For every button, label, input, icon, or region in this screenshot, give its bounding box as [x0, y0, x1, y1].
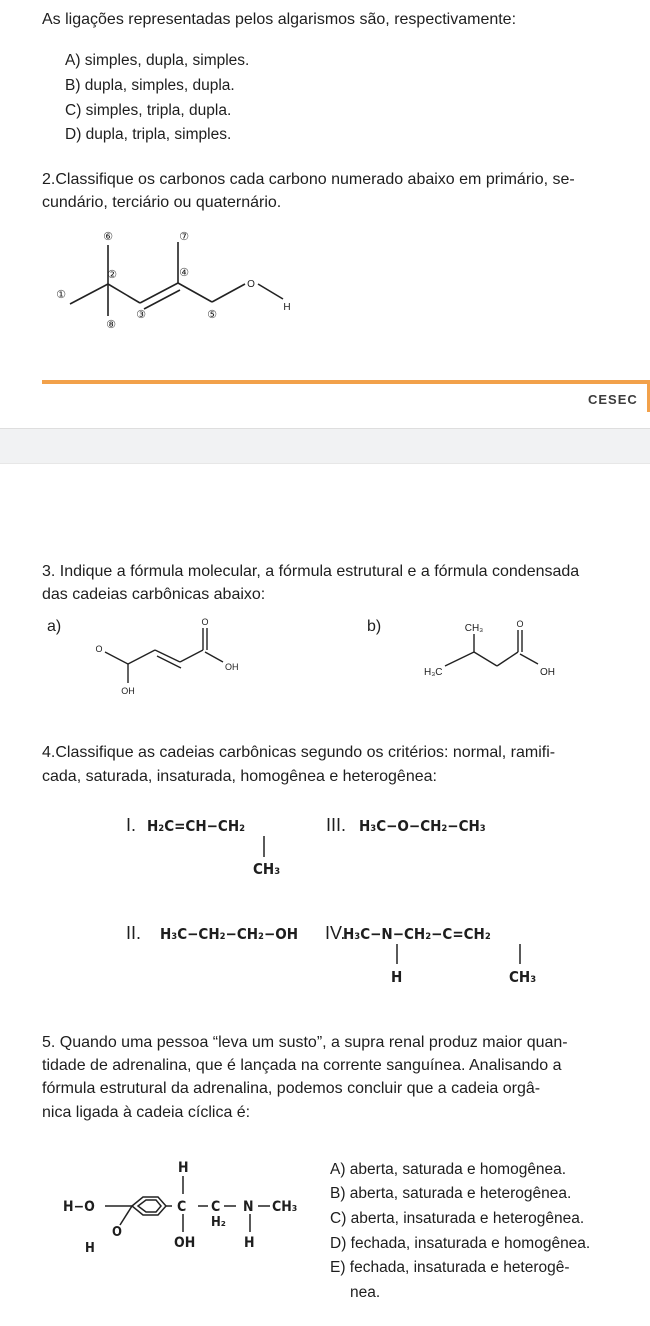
q5-adr-c2: C	[211, 1199, 221, 1215]
q5-option-d[interactable]: D) fechada, insaturada e homogênea.	[330, 1235, 591, 1252]
q2-atom-o: O	[247, 279, 255, 290]
q3-b-ch3: CH₃	[464, 623, 484, 634]
q5-adr-ch3: CH₃	[272, 1199, 298, 1215]
q2-label-7: ⑦	[179, 231, 189, 243]
q5-option-a[interactable]: A) aberta, saturada e homogênea.	[330, 1161, 567, 1178]
q4-I-formula: H₂C=CH−CH₂	[147, 817, 246, 835]
q2-label-5: ⑤	[207, 309, 217, 321]
q5-adr-oh: OH	[174, 1235, 196, 1251]
q5-adr-c: C	[177, 1199, 187, 1215]
q1-option-c[interactable]: C) simples, tripla, dupla.	[65, 102, 232, 119]
q1-stem: As ligações representadas pelos algarismos são, respectivamente:	[42, 11, 517, 28]
q5-text-line4: nica ligada à cadeia cíclica é:	[42, 1104, 251, 1121]
q5-text-line3: fórmula estrutural da adrenalina, podemos concluir que a cadeia orgâ-	[42, 1080, 541, 1097]
q4-II-num: II.	[126, 923, 142, 943]
q5-option-e-cont: nea.	[350, 1284, 381, 1301]
q2-label-4: ④	[179, 267, 189, 279]
q2-label-8: ⑧	[106, 319, 116, 331]
q3-b-oh: OH	[540, 667, 555, 678]
q4-text-line2: cada, saturada, insaturada, homogênea e heterogênea:	[42, 768, 437, 785]
q3-text-line1: 3. Indique a fórmula molecular, a fórmula estrutural e a fórmula condensada	[42, 563, 580, 580]
q4-IV-formula: H₃C−N−CH₂−C=CH₂	[343, 925, 491, 943]
q3-b-o: O	[516, 619, 524, 629]
q5-option-b[interactable]: B) aberta, saturada e heterogênea.	[330, 1185, 572, 1202]
q3-a-oh-bottom: OH	[121, 686, 135, 696]
q5-option-c[interactable]: C) aberta, insaturada e heterogênea.	[330, 1210, 585, 1227]
q4-IV-branch-ch3: CH₃	[509, 968, 537, 986]
q4-text-line1: 4.Classifique as cadeias carbônicas segundo os critérios: normal, ramifi-	[42, 744, 556, 761]
q3-a-oh: OH	[225, 662, 239, 672]
q4-I-branch: CH₃	[253, 860, 281, 878]
q5-text-line1: 5. Quando uma pessoa “leva um susto”, a supra renal produz maior quan-	[42, 1034, 568, 1051]
q5-adr-h2: H₂	[211, 1215, 226, 1230]
q5-adr-h-top: H	[178, 1160, 189, 1176]
q5-adr-h-o: H−O	[63, 1199, 95, 1215]
q3-a-o-top: O	[201, 617, 209, 627]
q4-IV-branch-h: H	[391, 968, 403, 986]
q4-III-num: III.	[326, 815, 347, 835]
q5-adr-n: N	[243, 1199, 254, 1215]
q5-option-e[interactable]: E) fechada, insaturada e heterogê-	[330, 1259, 570, 1276]
q4-I-num: I.	[126, 815, 137, 835]
q2-label-2: ②	[107, 269, 117, 281]
q1-option-d[interactable]: D) dupla, tripla, simples.	[65, 126, 232, 143]
q1-option-b[interactable]: B) dupla, simples, dupla.	[65, 77, 235, 94]
q1-option-a[interactable]: A) simples, dupla, simples.	[65, 52, 250, 69]
q2-label-3: ③	[136, 309, 146, 321]
q3-text-line2: das cadeias carbônicas abaixo:	[42, 586, 266, 603]
q2-text-line1: 2.Classifique os carbonos cada carbono numerado abaixo em primário, se-	[42, 171, 575, 188]
q4-III-formula: H₃C−O−CH₂−CH₃	[359, 817, 486, 835]
q4-IV-num: IV.	[325, 923, 346, 943]
footer-brand: CESEC	[588, 392, 638, 407]
q2-atom-h: H	[283, 302, 291, 313]
q3-a-label: a)	[47, 618, 62, 635]
q5-text-line2: tidade de adrenalina, que é lançada na corrente sanguínea. Analisando a	[42, 1057, 562, 1074]
q2-text-line2: cundário, terciário ou quaternário.	[42, 194, 282, 211]
q2-label-6: ⑥	[103, 231, 113, 243]
q3-b-label: b)	[367, 618, 382, 635]
q4-II-formula: H₃C−CH₂−CH₂−OH	[160, 925, 299, 943]
q3-b-h3c: H₃C	[424, 667, 443, 678]
q2-label-1: ①	[56, 289, 66, 301]
q5-adr-h-n: H	[244, 1235, 255, 1251]
q5-adr-h-low: H	[85, 1241, 95, 1256]
q3-a-o-left: O	[95, 644, 103, 654]
q5-adr-o-low: O	[112, 1225, 122, 1240]
